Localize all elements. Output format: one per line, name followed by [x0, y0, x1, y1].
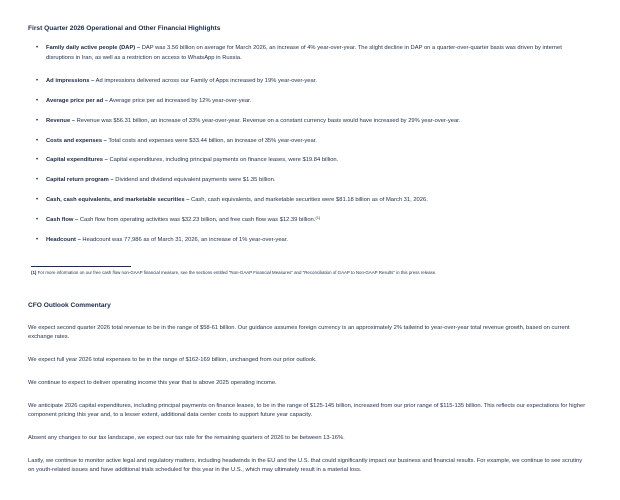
- highlight-text: Ad impressions delivered across our Family of Apps increased by 19% year-over-year.: [94, 78, 317, 84]
- list-item: [28, 196, 428, 206]
- footnote: [31, 270, 436, 275]
- bullet-icon: •: [36, 237, 39, 243]
- list-item: [28, 176, 275, 186]
- cfo-outlook-heading: CFO Outlook Commentary: [28, 302, 111, 309]
- bullet-icon: •: [36, 197, 39, 203]
- list-item: [28, 137, 317, 147]
- highlight-term: Capital return program –: [46, 177, 114, 183]
- highlight-term: Costs and expenses –: [46, 138, 107, 144]
- highlight-term: Capital expenditures –: [46, 157, 108, 163]
- list-item: [28, 97, 251, 107]
- cfo-paragraph: We anticipate 2026 capital expenditures, including principal payments on finance leases, to be in the range of $125-145 billion, increased from our prior range of $115-135 billion. This reflects our expectations for higher component pricing this year and, to a lesser extent, additional data center costs to support future year capacity.: [28, 403, 586, 419]
- list-item: [28, 44, 588, 64]
- cfo-paragraph: We continue to expect to deliver operating income this year that is above 2025 operating income.: [28, 380, 277, 386]
- footnote-number: (1): [31, 270, 37, 275]
- cfo-paragraph: We expect second quarter 2026 total revenue to be in the range of $58-61 billion. Our guidance assumes foreign currency is an approximately 2% tailwind to year-over-year total revenue growth, based on current exchange rates.: [28, 325, 570, 341]
- highlight-text: Capital expenditures, including principal payments on finance leases, were $19.84 billion.: [107, 157, 339, 163]
- bullet-icon: •: [36, 98, 39, 104]
- bullet-icon: •: [36, 78, 39, 84]
- bullet-icon: •: [36, 138, 39, 144]
- cfo-paragraph: Absent any changes to our tax landscape, we expect our tax rate for the remaining quarters of 2026 to be between 13-16%.: [28, 435, 345, 441]
- list-item: [28, 216, 320, 226]
- highlight-term: Average price per ad –: [46, 98, 108, 104]
- list-item: [28, 236, 288, 246]
- highlight-text: Headcount was 77,986 as of March 31, 2026, an increase of 1% year-over-year.: [80, 237, 288, 243]
- bullet-icon: •: [36, 177, 39, 183]
- highlight-term: Family daily active people (DAP) –: [46, 45, 141, 51]
- highlight-text: Cash, cash equivalents, and marketable securities were $81.18 billion as of March 31, 2026.: [189, 197, 428, 203]
- bullet-icon: •: [36, 217, 39, 223]
- highlight-text: Total costs and expenses were $33.44 billion, an increase of 35% year-over-year.: [106, 138, 317, 144]
- highlight-term: Headcount –: [46, 237, 81, 243]
- bullet-icon: •: [36, 118, 39, 124]
- bullet-icon: •: [36, 157, 39, 163]
- highlight-text: Cash flow from operating activities was $32.23 billion, and free cash flow was $12.39 billion.: [78, 217, 316, 223]
- highlight-text: Average price per ad increased by 12% year-over-year.: [107, 98, 252, 104]
- list-item: [28, 77, 317, 87]
- list-item: [28, 117, 460, 127]
- highlight-term: Cash, cash equivalents, and marketable securities –: [46, 197, 190, 203]
- highlight-text: Dividend and dividend equivalent payments were $1.35 billion.: [113, 177, 276, 183]
- cfo-paragraph: We expect full year 2026 total expenses to be in the range of $162-169 billion, unchanged from our prior outlook.: [28, 357, 317, 363]
- highlight-text: DAP was 3.56 billion on average for March 2026, an increase of 4% year-over-year. The slight decline in DAP on a quarter-over-quarter basis was driven by internet disruptions in Iran, as well as a restriction on access to WhatsApp in Russia.: [46, 45, 562, 61]
- highlight-term: Revenue –: [46, 118, 75, 124]
- footnote-marker[interactable]: (1): [315, 215, 321, 220]
- list-item: [28, 156, 338, 166]
- highlight-term: Cash flow –: [46, 217, 79, 223]
- highlight-text: Revenue was $56.31 billion, an increase of 33% year-over-year. Revenue on a constant currency basis would have increased by 29% year-over-year.: [75, 118, 461, 124]
- highlight-term: Ad impressions –: [46, 78, 95, 84]
- bullet-icon: •: [36, 45, 39, 51]
- highlights-heading: First Quarter 2026 Operational and Other Financial Highlights: [28, 25, 221, 32]
- footnote-text: For more information on our free cash flow non-GAAP financial measure, see the sections entitled "Non-GAAP Financial Measures" and "Reconciliation of GAAP to Non-GAAP Results" in this press release.: [36, 270, 437, 275]
- cfo-paragraph: Lastly, we continue to monitor active legal and regulatory matters, including headwinds in the EU and the U.S. that could significantly impact our business and financial results. For example, we continue to see scrutiny on youth-related issues and have additional trials scheduled for this year in the U.S., which may ultimately result in a material loss.: [28, 458, 583, 474]
- footnote-divider: [31, 266, 131, 267]
